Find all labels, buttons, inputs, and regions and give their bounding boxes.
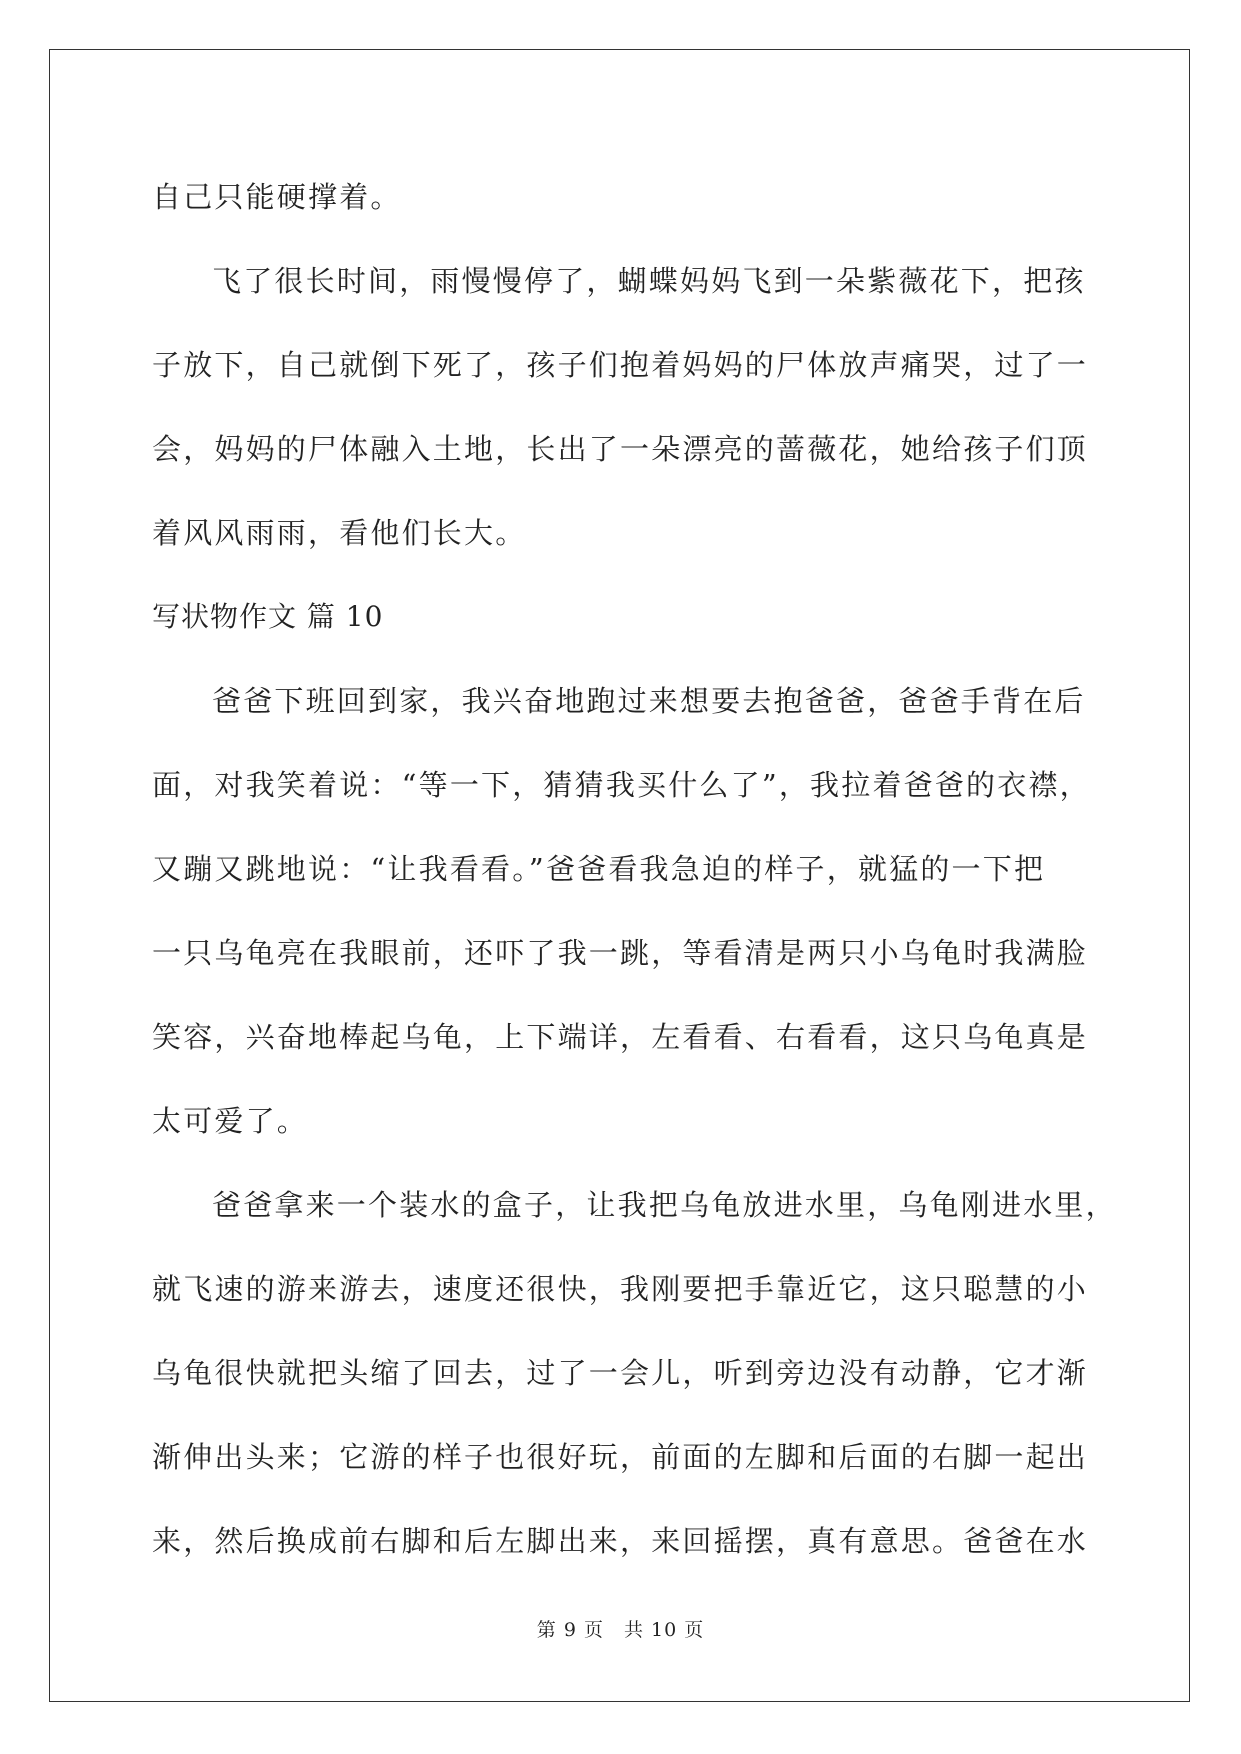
text-line: 会，妈妈的尸体融入土地，长出了一朵漂亮的蔷薇花，她给孩子们顶 (152, 432, 1089, 466)
text-line: 子放下，自己就倒下死了，孩子们抱着妈妈的尸体放声痛哭，过了一 (152, 348, 1089, 382)
text-line: 面，对我笑着说：“等一下，猜猜我买什么了”，我拉着爸爸的衣襟， (152, 768, 1091, 802)
section-heading: 写状物作文 篇 10 (152, 600, 384, 633)
text-line: 笑容，兴奋地棒起乌龟，上下端详，左看看、右看看，这只乌龟真是 (152, 1020, 1089, 1054)
text-line: 就飞速的游来游去，速度还很快，我刚要把手靠近它，这只聪慧的小 (152, 1272, 1089, 1306)
page-number-footer: 第 9 页 共 10 页 (536, 1619, 705, 1641)
text-line: 一只乌龟亮在我眼前，还吓了我一跳，等看清是两只小乌龟时我满脸 (152, 936, 1089, 970)
text-line: 着风风雨雨，看他们长大。 (152, 516, 527, 550)
text-line: 乌龟很快就把头缩了回去，过了一会儿，听到旁边没有动静，它才渐 (152, 1356, 1089, 1390)
text-line: 太可爱了。 (152, 1104, 309, 1138)
text-line: 自己只能硬撑着。 (152, 180, 402, 214)
paragraph-start-line: 飞了很长时间，雨慢慢停了，蝴蝶妈妈飞到一朵紫薇花下，把孩 (212, 264, 1086, 298)
text-line: 渐伸出头来；它游的样子也很好玩，前面的左脚和后面的右脚一起出 (152, 1440, 1089, 1474)
paragraph-start-line: 爸爸下班回到家，我兴奋地跑过来想要去抱爸爸，爸爸手背在后 (212, 684, 1086, 718)
text-line: 来，然后换成前右脚和后左脚出来，来回摇摆，真有意思。爸爸在水 (152, 1524, 1089, 1558)
paragraph-start-line: 爸爸拿来一个装水的盒子，让我把乌龟放进水里，乌龟刚进水里， (212, 1188, 1117, 1222)
document-body (152, 155, 1117, 1583)
text-line: 又蹦又跳地说：“让我看看。”爸爸看我急迫的样子，就猛的一下把 (152, 852, 1046, 886)
